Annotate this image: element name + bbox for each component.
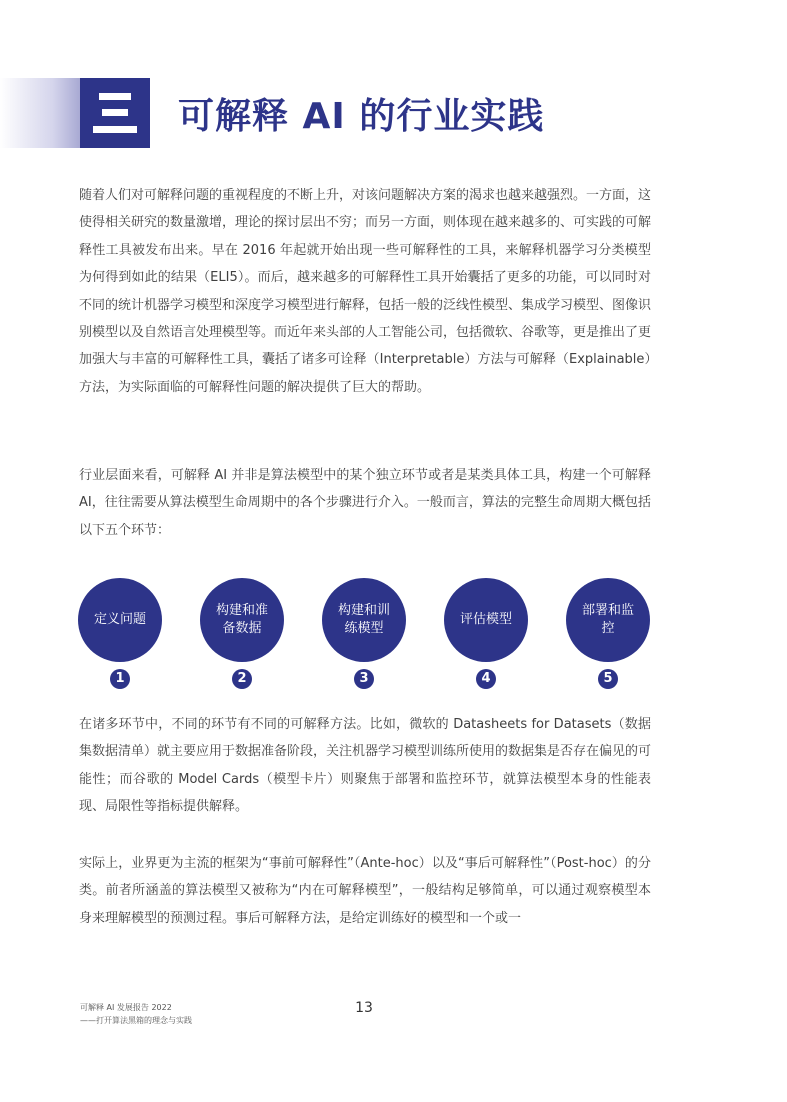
step-number: 4 — [476, 669, 496, 689]
step-circle — [444, 578, 528, 662]
footer-line-2: ——打开算法黑箱的理念与实践 — [80, 1016, 192, 1025]
chapter-bar-bottom — [93, 126, 137, 133]
page-number: 13 — [355, 1000, 373, 1016]
step-number: 2 — [232, 669, 252, 689]
paragraph-4: 实际上，业界更为主流的框架为“事前可解释性”（Ante-hoc）以及“事后可解释性”（Post-hoc）的分类。前者所涵盖的算法模型又被称为“内在可解释模型”，一般结构足够简单，可以通过观察模型本身来理解模型的预测过程。事后可解释方法，是给定训练好的模型和一个或一 — [79, 856, 651, 926]
step-number: 3 — [354, 669, 374, 689]
step-number: 5 — [598, 669, 618, 689]
step-label: 部署和监控 — [581, 603, 634, 636]
paragraph-3: 在诸多环节中，不同的环节有不同的可解释方法。比如，微软的 Datasheets for Datasets（数据集数据清单）就主要应用于数据准备阶段，关注机器学习模型训练所使用的数据集是否存在偏见的可能性；而谷歌的 Model Cards（模型卡片）则聚焦于部署和监控环节，就算法模型本身的性能表现、局限性等指标提供解释。 — [79, 717, 652, 815]
step-circle — [78, 578, 162, 662]
paragraph-1: 随着人们对可解释问题的重视程度的不断上升，对该问题解决方案的渴求也越来越强烈。一方面，这使得相关研究的数量激增，理论的探讨层出不穷；而另一方面，则体现在越来越多的、可实践的可解释性工具被发布出来。早在 2016 年起就开始出现一些可解释性的工具，来解释机器学习分类模型为何得到如此的结果（ELI5）。而后，越来越多的可解释性工具开始囊括了更多的功能，可以同时对不同的统计机器学习模型和深度学习模型进行解释，包括一般的泛线性模型、集成学习模型、图像识别模型以及自然语言处理模型等。而近年来头部的人工智能公司，包括微软、谷歌等，更是推出了更加强大与丰富的可解释性工具，囊括了诸多可诠释（Interpretable）方法与可解释（Explainable）方法，为实际面临的可解释性问题的解决提供了巨大的帮助。 — [79, 188, 652, 395]
step-prepare-data — [200, 578, 284, 686]
chapter-title: 可解释 AI 的行业实践 — [178, 95, 545, 137]
step-number: 1 — [110, 669, 130, 689]
chapter-bar-middle — [102, 109, 128, 116]
step-label: 构建和训练模型 — [337, 603, 390, 636]
step-label: 定义问题 — [93, 612, 146, 627]
step-train-model — [322, 578, 406, 686]
step-deploy-monitor — [566, 578, 650, 686]
step-circle — [200, 578, 284, 662]
step-define-problem — [78, 578, 162, 686]
paragraph-2: 行业层面来看，可解释 AI 并非是算法模型中的某个独立环节或者是某类具体工具，构建一个可解释 AI，往往需要从算法模型生命周期中的各个步骤进行介入。一般而言，算法的完整生命周期大概包括以下五个环节： — [79, 468, 651, 538]
lifecycle-steps — [0, 578, 787, 698]
step-label: 构建和准备数据 — [215, 603, 268, 636]
chapter-three-icon — [93, 91, 137, 135]
step-evaluate-model — [444, 578, 528, 686]
step-circle — [322, 578, 406, 662]
chapter-bar-top — [99, 93, 131, 100]
footer-line-1: 可解释 AI 发展报告 2022 — [80, 1003, 172, 1012]
chapter-number-box — [80, 78, 150, 148]
footer-report-title — [80, 1001, 192, 1027]
step-circle — [566, 578, 650, 662]
step-label: 评估模型 — [459, 612, 512, 627]
